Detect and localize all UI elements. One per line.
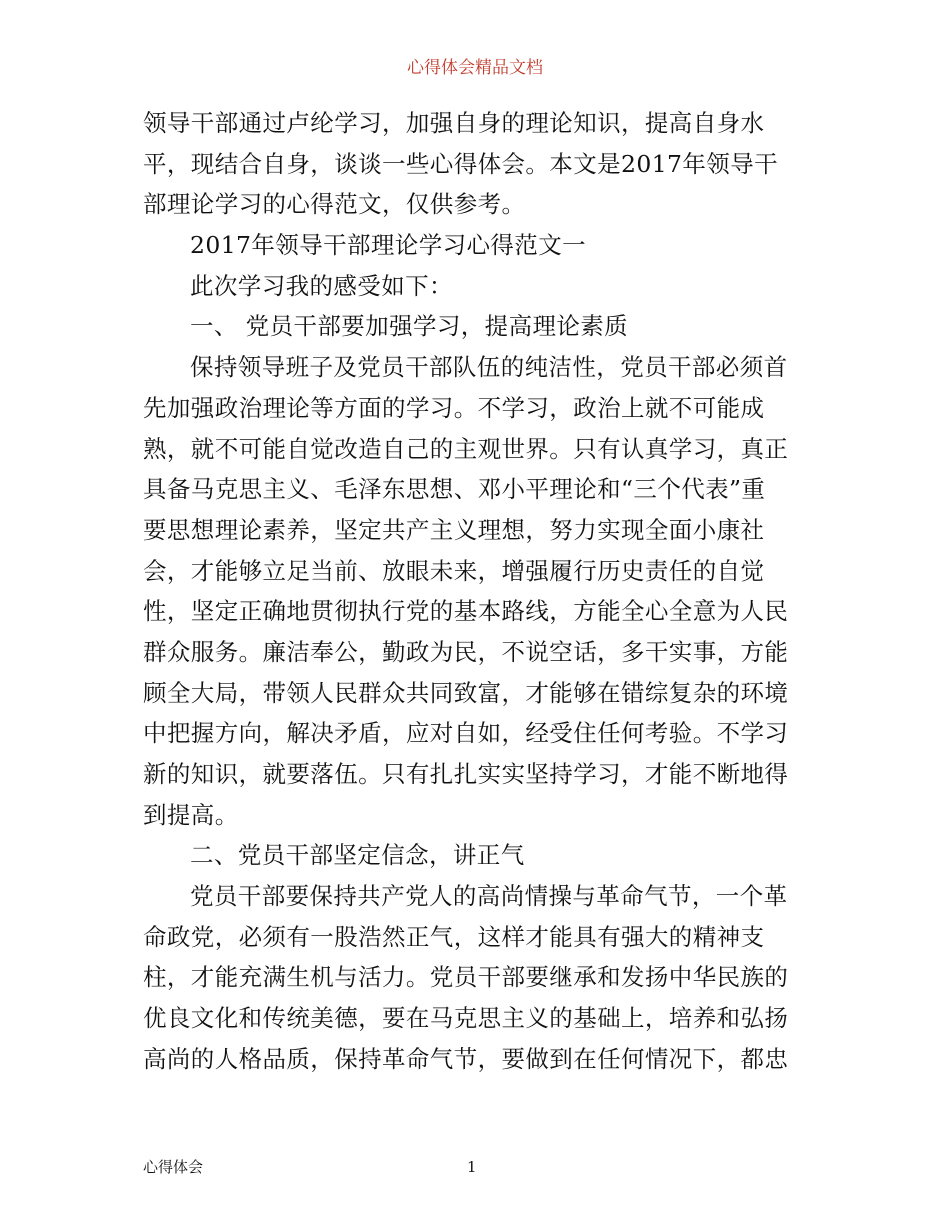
body-line: 顾全大局，带领人民群众共同致富，才能够在错综复杂的环境 bbox=[143, 678, 789, 707]
document-body bbox=[143, 103, 813, 1080]
section-title: 2017年领导干部理论学习心得范文一 bbox=[190, 231, 587, 260]
body-line: 要思想理论素养，坚定共产主义理想，努力实现全面小康社 bbox=[143, 515, 765, 544]
body-line: 领导干部通过卢纶学习，加强自身的理论知识，提高自身水 bbox=[143, 109, 765, 137]
body-line: 部理论学习的心得范文，仅供参考。 bbox=[143, 190, 526, 219]
body-line: 命政党，必须有一股浩然正气，这样才能具有强大的精神支 bbox=[143, 922, 765, 951]
page-number: 1 bbox=[467, 1158, 477, 1176]
body-line: 中把握方向，解决矛盾，应对自如，经受住任何考验。不学习 bbox=[143, 719, 789, 748]
body-line: 柱，才能充满生机与活力。党员干部要继承和发扬中华民族的 bbox=[143, 963, 789, 992]
body-line: 性，坚定正确地贯彻执行党的基本路线，方能全心全意为人民 bbox=[143, 597, 789, 626]
section-heading-1: 一、 党员干部要加强学习，提高理论素质 bbox=[190, 312, 629, 341]
body-line: 到提高。 bbox=[143, 800, 239, 829]
body-line: 新的知识，就要落伍。只有扎扎实实坚持学习，才能不断地得 bbox=[143, 760, 789, 788]
body-line: 高尚的人格品质，保持革命气节，要做到在任何情况下，都忠 bbox=[143, 1044, 789, 1073]
body-line: 此次学习我的感受如下： bbox=[190, 271, 453, 300]
section-heading-2: 二、党员干部坚定信念，讲正气 bbox=[190, 841, 525, 870]
body-line: 优良文化和传统美德，要在马克思主义的基础上，培养和弘扬 bbox=[143, 1004, 789, 1033]
body-line: 保持领导班子及党员干部队伍的纯洁性，党员干部必须首 bbox=[190, 353, 788, 382]
document-header-title: 心得体会精品文档 bbox=[407, 58, 543, 78]
body-line: 熟，就不可能自觉改造自己的主观世界。只有认真学习，真正 bbox=[143, 434, 789, 463]
footer-label: 心得体会 bbox=[143, 1158, 204, 1176]
body-line: 平，现结合自身，谈谈一些心得体会。本文是2017年领导干 bbox=[143, 149, 779, 178]
body-line: 党员干部要保持共产党人的高尚情操与革命气节，一个革 bbox=[190, 882, 788, 911]
body-line: 群众服务。廉洁奉公，勤政为民，不说空话，多干实事，方能 bbox=[143, 637, 789, 666]
body-line: 会，才能够立足当前、放眼未来，增强履行历史责任的自觉 bbox=[143, 556, 765, 585]
body-line: 先加强政治理论等方面的学习。不学习，政治上就不可能成 bbox=[143, 393, 765, 422]
body-line: 具备马克思主义、毛泽东思想、邓小平理论和“三个代表”重 bbox=[143, 475, 766, 504]
